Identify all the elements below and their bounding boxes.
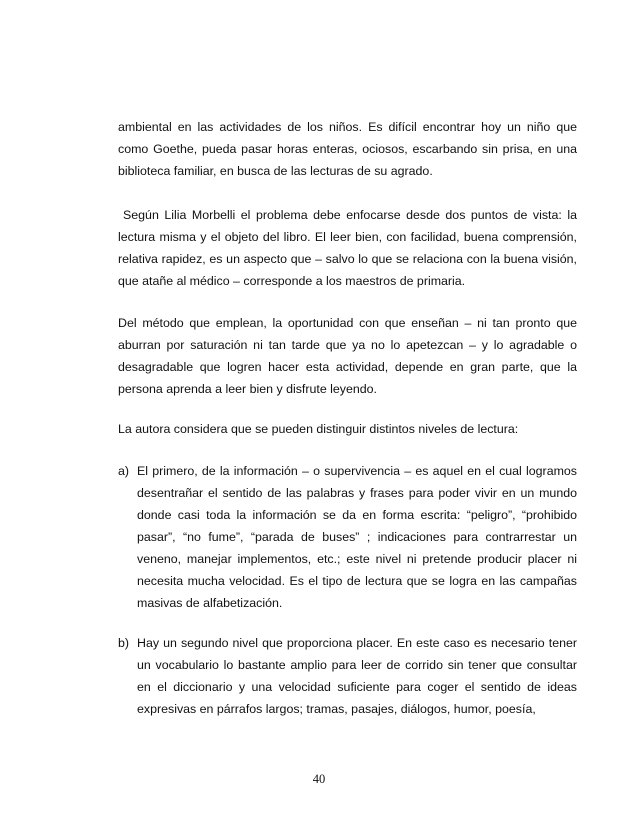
paragraph-intro: ambiental en las actividades de los niños. Es difícil encontrar hoy un niño que como Goethe, pueda pasar horas enteras, ociosos, escarbando sin prisa, en una biblioteca familiar, en busca de las lecturas de su agrado. (118, 120, 577, 178)
paragraph-morbelli: Según Lilia Morbelli el problema debe enfocarse desde dos puntos de vista: la lectura misma y el objeto del libro. El leer bien, con facilidad, buena comprensión, relativa rapidez, es un aspecto que – salvo lo que se relaciona con la buena visión, que atañe al médico – corresponde a los maestros de primaria. (118, 208, 577, 288)
page-number: 40 (312, 772, 326, 786)
paragraph-method: Del método que emplean, la oportunidad con que enseñan – ni tan pronto que aburran por saturación ni tan tarde que ya no lo apetezcan – y lo agradable o desagradable que logren hacer esta actividad, depende en gran parte, que la persona aprenda a leer bien y disfrute leyendo. (118, 316, 577, 396)
list-item-second-level (118, 632, 577, 720)
list-marker: b) (118, 636, 130, 650)
paragraph-levels-intro: La autora considera que se pueden distinguir distintos niveles de lectura: (118, 422, 519, 436)
list-marker: a) (118, 464, 130, 478)
list-item-first-level (118, 460, 577, 614)
list-item-text: Hay un segundo nivel que proporciona placer. En este caso es necesario tener un vocabulario lo bastante amplio para leer de corrido sin tener que consultar en el diccionario y una velocidad suficiente para coger el sentido de ideas expresivas en párrafos largos; tramas, pasajes, diálogos, humor, poesía, (137, 636, 577, 716)
list-item-text: El primero, de la información – o supervivencia – es aquel en el cual logramos desentrañar el sentido de las palabras y frases para poder vivir en un mundo donde casi toda la información se da en forma escrita: “peligro”, “prohibido pasar”, “no fume”, “parada de buses” ; indicaciones para contrarrestar un veneno, manejar implementos, etc.; este nivel ni pretende producir placer ni necesita mucha velocidad. Es el tipo de lectura que se logra en las campañas masivas de alfabetización. (137, 464, 577, 610)
